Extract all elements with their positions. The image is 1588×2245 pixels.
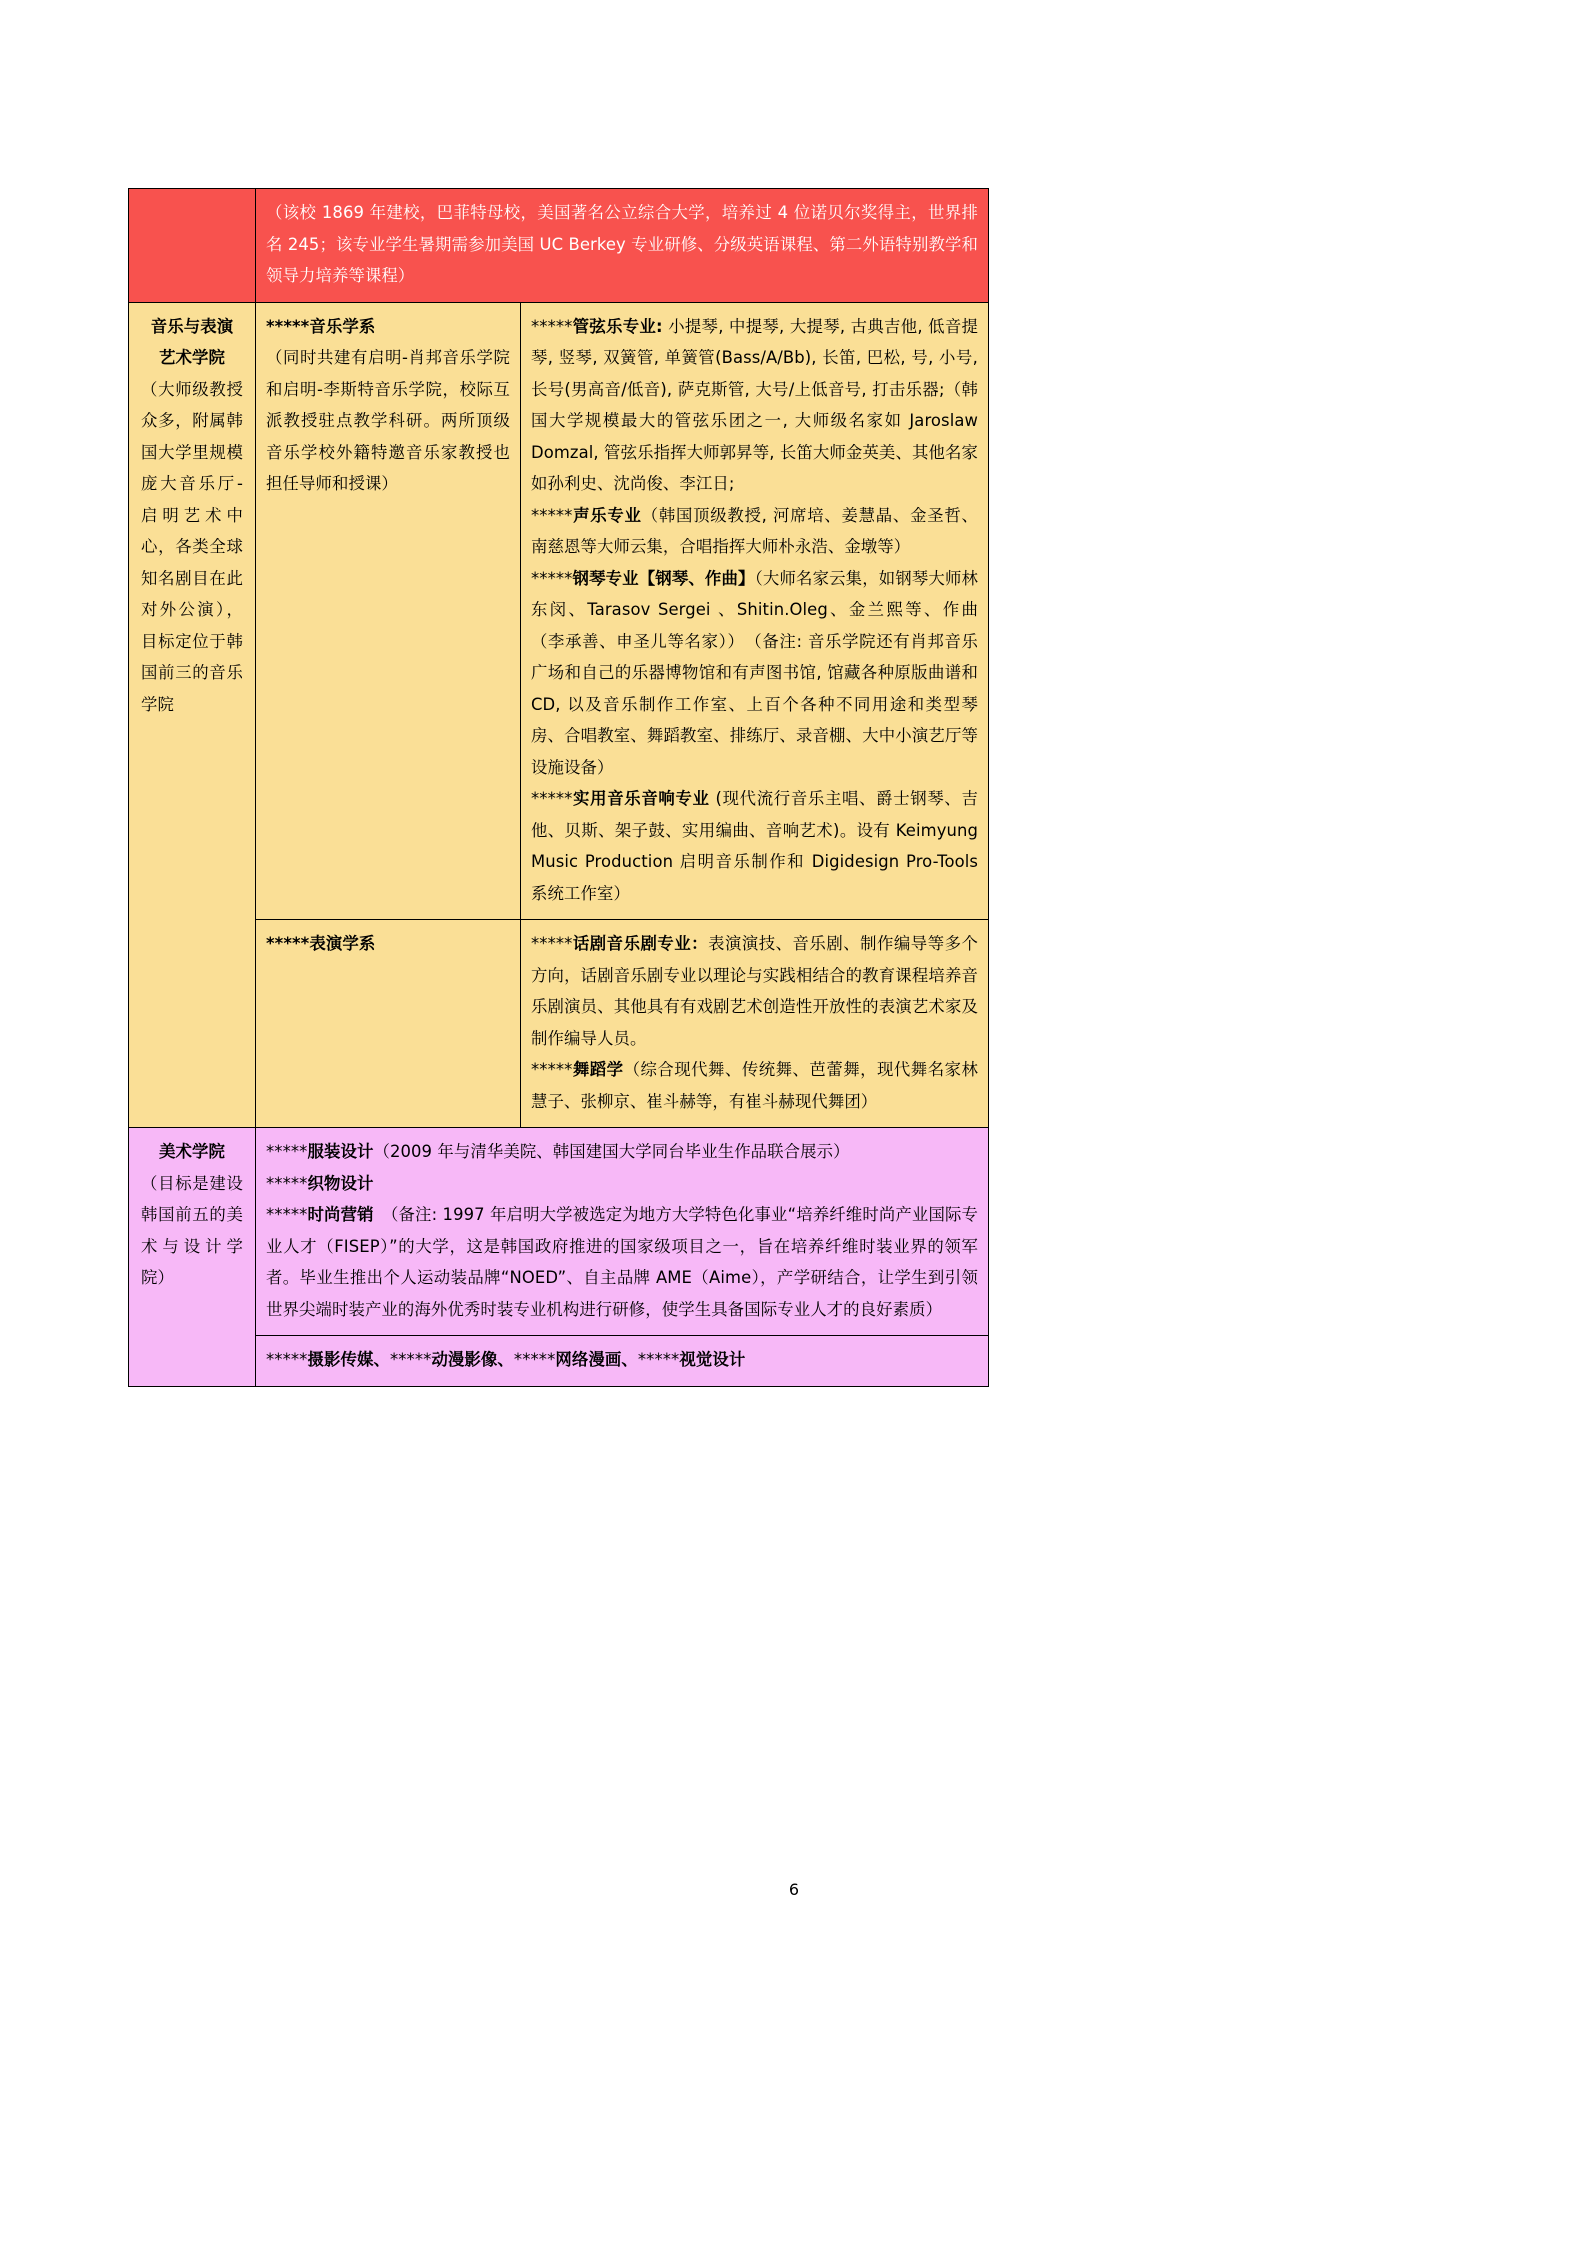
- page-number: 6: [788, 1880, 800, 1899]
- table-row-art-college: [129, 1128, 989, 1336]
- major-vocal-body: （韩国顶级教授, 河席培、姜慧晶、金圣哲、南慈恩等大师云集，合唱指挥大师朴永浩、金墩等）: [531, 505, 978, 556]
- major-dance: [531, 1054, 978, 1117]
- major-webtoon-stars: *****: [513, 1350, 556, 1369]
- major-textile-design-stars: *****: [266, 1173, 308, 1193]
- performance-majors-cell: [521, 920, 989, 1128]
- performance-dept-heading-label: 表演学系: [309, 934, 376, 953]
- art-majors-cell: [256, 1128, 989, 1336]
- major-orchestral-body: 小提琴, 中提琴, 大提琴, 古典吉他, 低音提琴, 竖琴, 双簧管, 单簧管(Bass/A/Bb), 长笛, 巴松, 号, 小号, 长号(男高音/低音), 萨克斯管, 大号/上低音号, 打击乐器;（韩国大学规模最大的管弦乐团之一, 大师级名家如 Jaroslaw Domzal, 管弦乐指挥大师郭昇等, 长笛大师金英美、其他名家如孙利史、沈尚俊、李江日;: [531, 316, 979, 493]
- major-orchestral: [531, 311, 978, 500]
- music-dept-heading: [266, 311, 510, 343]
- major-textile-design: [266, 1168, 978, 1200]
- performance-dept-cell: [256, 920, 521, 1128]
- major-dance-body: （综合现代舞、传统舞、芭蕾舞，现代舞名家林慧子、张柳京、崔斗赫等，有崔斗赫现代舞团）: [531, 1060, 978, 1111]
- major-textile-design-name: 织物设计: [307, 1173, 374, 1193]
- music-college-description: （大师级教授众多，附属韩国大学里规模庞大音乐厅-启明艺术中心，各类全球知名剧目在此对外公演），目标定位于韩国前三的音乐学院: [141, 379, 243, 714]
- music-college-cell: [129, 302, 256, 1128]
- table-row-music-department: [129, 302, 989, 920]
- major-visual-design-stars: *****: [637, 1350, 680, 1369]
- table-row-performance-department: [129, 920, 989, 1128]
- major-fashion-design-name: 服装设计: [307, 1142, 374, 1161]
- major-vocal-stars: *****: [531, 505, 573, 525]
- major-orchestral-name: 管弦乐专业:: [572, 316, 663, 336]
- music-college-title-line2: 艺术学院: [159, 348, 225, 367]
- art-media-cell: [256, 1336, 989, 1387]
- art-media-separator-3: 、: [621, 1350, 638, 1369]
- major-fashion-design-stars: *****: [266, 1142, 308, 1161]
- major-webtoon-name: 网络漫画: [555, 1350, 622, 1369]
- music-dept-cell: [256, 302, 521, 920]
- art-college-cell: [129, 1128, 256, 1387]
- major-animation-video-stars: *****: [389, 1350, 432, 1369]
- music-majors-cell: [521, 302, 989, 920]
- major-applied-music-stars: *****: [531, 789, 573, 808]
- music-dept-description: （同时共建有启明-肖邦音乐学院和启明-李斯特音乐学院，校际互派教授驻点教学科研。两所顶级音乐学校外籍特邀音乐家教授也担任导师和授课）: [266, 348, 510, 493]
- music-dept-heading-label: 音乐学系: [309, 316, 376, 336]
- art-media-separator-1: 、: [373, 1350, 390, 1369]
- major-vocal-name: 声乐专业: [572, 505, 642, 525]
- major-drama-musical-name: 话剧音乐剧专业：: [572, 934, 709, 953]
- major-drama-musical: [531, 928, 978, 1054]
- major-orchestral-stars: *****: [531, 316, 573, 336]
- music-college-title-line1: 音乐与表演: [150, 316, 234, 336]
- art-college-title: 美术学院: [159, 1142, 225, 1161]
- major-applied-music-body: (现代流行音乐主唱、爵士钢琴、吉他、贝斯、架子鼓、实用编曲、音响艺术)。设有 Keimyung Music Production 启明音乐制作和 Digidesign Pro-Tools 系统工作室）: [531, 789, 978, 903]
- programs-table: [128, 188, 989, 1387]
- major-drama-musical-body: 表演演技、音乐剧、制作编导等多个方向，话剧音乐剧专业以理论与实践相结合的教育课程培养音乐剧演员、其他具有有戏剧艺术创造性开放性的表演艺术家及制作编导人员。: [531, 934, 978, 1048]
- red-header-left-cell: [129, 189, 256, 303]
- major-piano-name: 钢琴专业【钢琴、作曲】: [572, 568, 755, 588]
- performance-dept-heading-stars: *****: [266, 934, 310, 953]
- major-fashion-marketing-stars: *****: [266, 1205, 308, 1224]
- table-row-art-media: [129, 1336, 989, 1387]
- major-dance-stars: *****: [531, 1060, 573, 1079]
- performance-dept-heading: [266, 928, 510, 960]
- major-piano-body: （大师名家云集，如钢琴大师林东闵、Tarasov Sergei 、Shitin.Oleg、金兰熙等、作曲（李承善、申圣儿等名家）） （备注: 音乐学院还有肖邦音乐广场和自己的乐器博物馆和有声图书馆, 馆藏各种原版曲谱和 CD, 以及音乐制作工作室、上百个各种不同用途和类型琴房、合唱教室、舞蹈教室、排练厅、录音棚、大中小演艺厅等设施设备）: [531, 568, 978, 777]
- major-photography-media-stars: *****: [266, 1350, 308, 1369]
- major-dance-name: 舞蹈学: [572, 1060, 624, 1079]
- music-dept-heading-stars: *****: [266, 316, 310, 336]
- major-applied-music: [531, 783, 978, 909]
- major-animation-video-name: 动漫影像: [431, 1350, 498, 1369]
- major-fashion-design-body: （2009 年与清华美院、韩国建国大学同台毕业生作品联合展示）: [373, 1142, 850, 1161]
- major-piano: [531, 563, 978, 784]
- major-photography-media-name: 摄影传媒: [307, 1350, 374, 1369]
- art-media-separator-2: 、: [497, 1350, 514, 1369]
- major-fashion-design: [266, 1136, 978, 1168]
- major-drama-musical-stars: *****: [531, 934, 573, 953]
- major-fashion-marketing-body: （备注: 1997 年启明大学被选定为地方大学特色化事业“培养纤维时尚产业国际专业人才（FISEP）”的大学，这是韩国政府推进的国家级项目之一，旨在培养纤维时装业界的领军者。毕业生推出个人运动装品牌“NOED”、自主品牌 AME（Aime），产学研结合，让学生到引领世界尖端时装产业的海外优秀时装专业机构进行研修，使学生具备国际专业人才的良好素质）: [266, 1205, 978, 1319]
- art-college-description: （目标是建设韩国前五的美术与设计学院）: [141, 1173, 243, 1287]
- major-fashion-marketing: [266, 1199, 978, 1325]
- art-media-list: [266, 1344, 978, 1376]
- major-vocal: [531, 500, 978, 563]
- major-fashion-marketing-name: 时尚营销: [307, 1205, 374, 1224]
- major-visual-design-name: 视觉设计: [679, 1350, 746, 1369]
- red-header-note: （该校 1869 年建校，巴菲特母校，美国著名公立综合大学，培养过 4 位诺贝尔奖得主，世界排名 245；该专业学生暑期需参加美国 UC Berkey 专业研修、分级英语课程、第二外语特别教学和领导力培养等课程）: [256, 189, 989, 303]
- major-applied-music-name: 实用音乐音响专业: [572, 789, 710, 808]
- table-row-red-header: [129, 189, 989, 303]
- major-piano-stars: *****: [531, 568, 573, 588]
